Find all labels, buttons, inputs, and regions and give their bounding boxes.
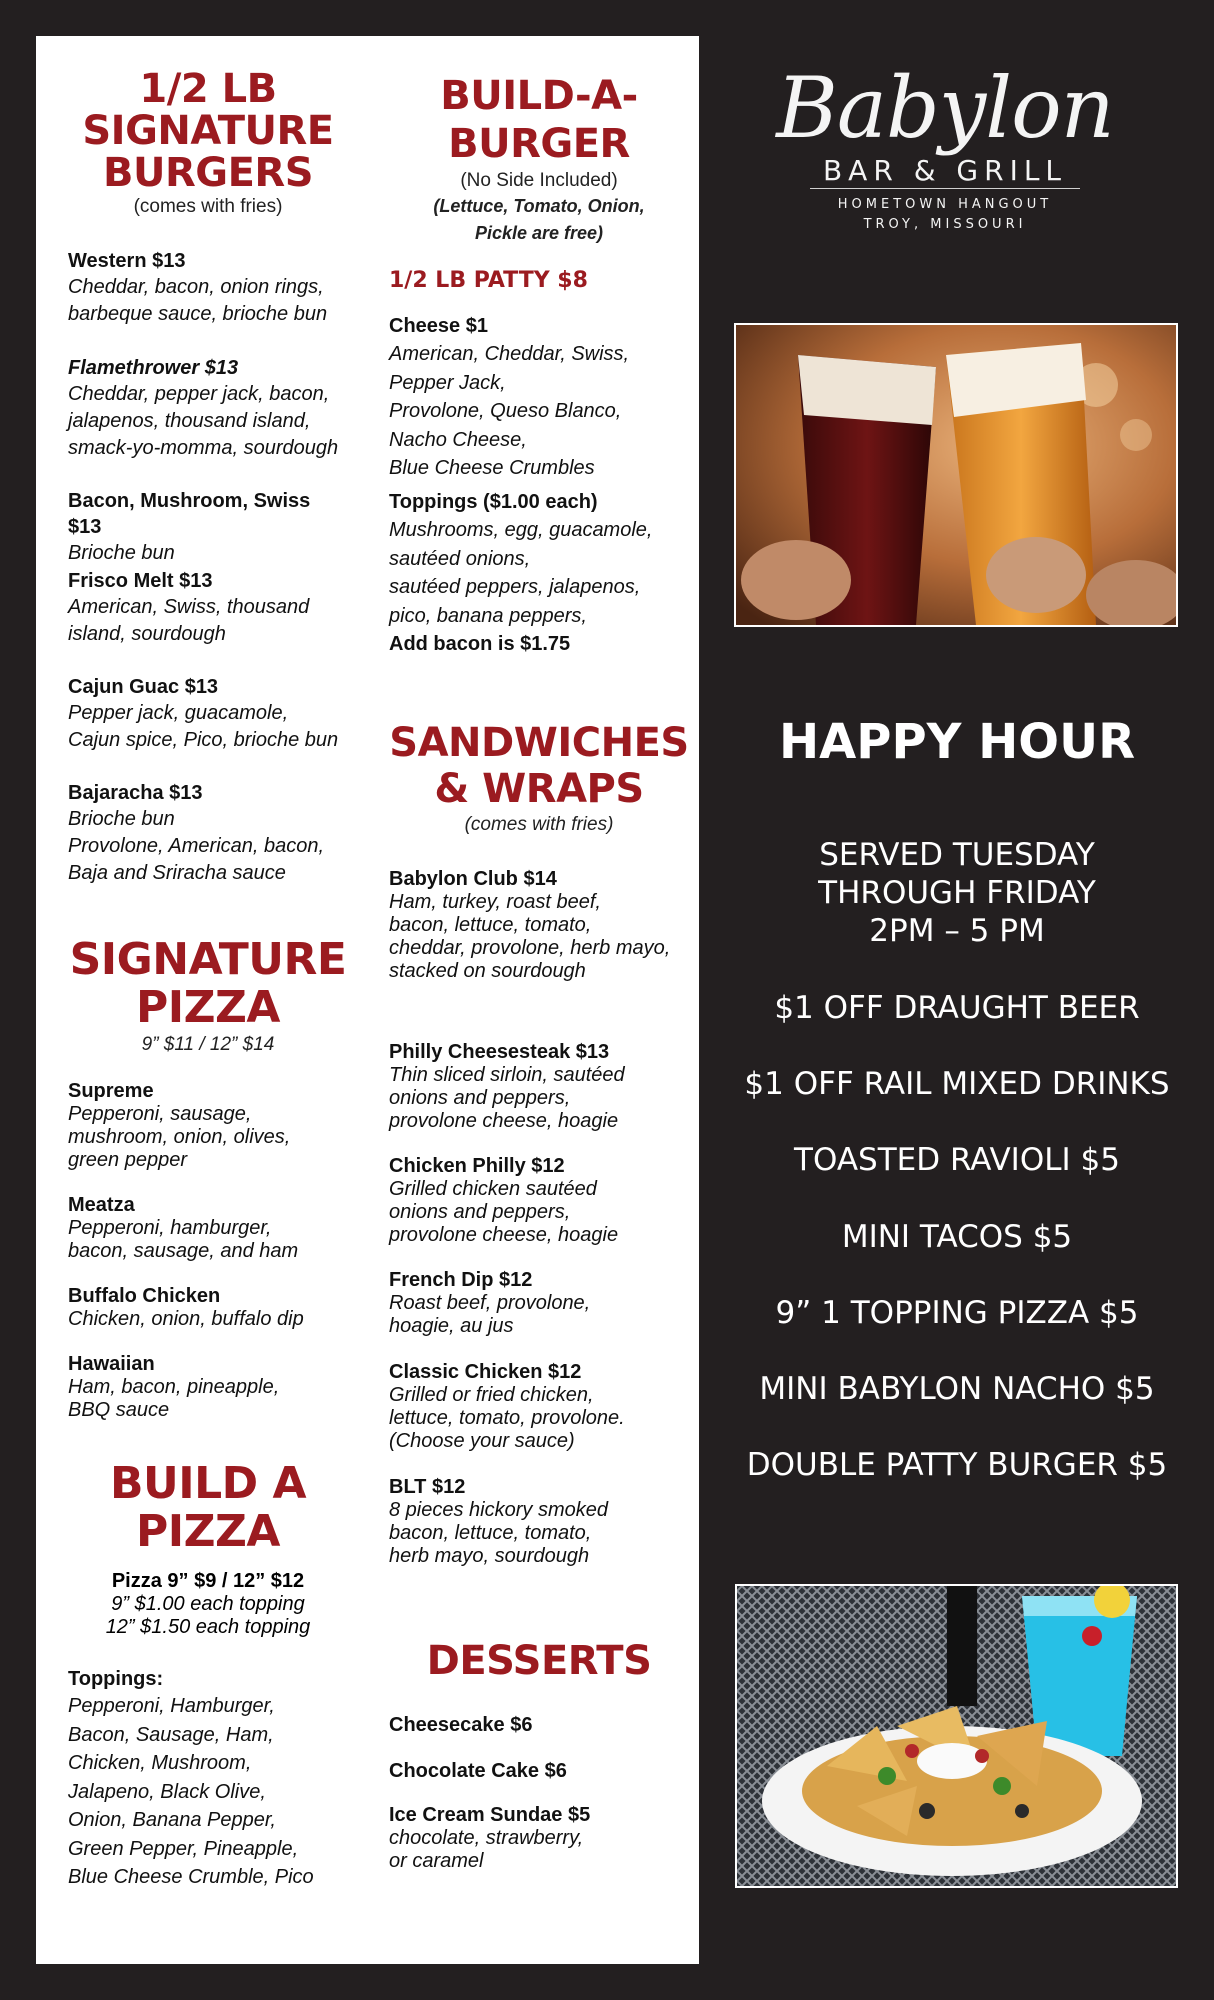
dessert-item-desc: or caramel — [389, 1850, 484, 1872]
sandwich-item-name: Chicken Philly $12 — [389, 1155, 565, 1177]
build-burger-title — [389, 72, 689, 168]
pizza-item — [68, 1285, 304, 1331]
burger-item-desc: Cheddar, bacon, onion rings, — [68, 276, 324, 298]
pizza-item-desc: Pepperoni, hamburger, — [68, 1217, 272, 1239]
dessert-item-name: Chocolate Cake $6 — [389, 1760, 567, 1782]
pizza-item-name: Meatza — [68, 1194, 135, 1216]
burgers-title — [68, 68, 348, 194]
menu-panel — [36, 36, 699, 1964]
topping-line: Chicken, Mushroom, — [68, 1752, 252, 1774]
pizza-item-name: Buffalo Chicken — [68, 1285, 221, 1307]
dessert-item — [389, 1758, 567, 1784]
pizza-item-desc: mushroom, onion, olives, — [68, 1126, 291, 1148]
desserts-title: DESSERTS — [426, 1638, 652, 1684]
build-pizza-pricing — [68, 1570, 348, 1639]
topping-line: Bacon, Sausage, Ham, — [68, 1723, 274, 1746]
pizza-section — [68, 936, 348, 1057]
burger-item-name: Bacon, Mushroom, Swiss $13 — [68, 490, 311, 538]
pizza-item-desc: bacon, sausage, and ham — [68, 1240, 299, 1262]
sandwiches-title — [389, 720, 689, 812]
sandwich-item-desc: stacked on sourdough — [389, 960, 586, 982]
logo-tagline: HOMETOWN HANGOUT — [837, 197, 1053, 212]
build-pizza-price-note: 9” $1.00 each topping — [111, 1593, 305, 1615]
burgers-note: (comes with fries) — [133, 196, 283, 217]
build-pizza-title-line: PIZZA — [136, 1506, 280, 1557]
burger-item-name: Flamethrower $13 — [68, 357, 239, 379]
topping-line: Blue Cheese Crumble, Pico — [68, 1866, 314, 1888]
dessert-item-name: Cheesecake $6 — [389, 1714, 533, 1736]
burger-item-name: Frisco Melt $13 — [68, 570, 213, 592]
beer-toast-photo — [734, 323, 1178, 627]
pizza-item-desc: BBQ sauce — [68, 1399, 170, 1421]
sandwich-item-name: Classic Chicken $12 — [389, 1361, 582, 1383]
happy-hour-deal: MINI BABYLON NACHO $5 — [759, 1371, 1155, 1407]
burger-item-desc: Cheddar, pepper jack, bacon, — [68, 383, 330, 405]
burger-item — [68, 780, 324, 887]
burger-item-name: Western $13 — [68, 250, 186, 272]
burgers-title-line: 1/2 LB — [139, 66, 277, 112]
sandwich-item-desc: bacon, lettuce, tomato, — [389, 914, 592, 936]
burger-item — [68, 488, 348, 567]
build-burger-section — [389, 72, 689, 247]
logo-rule — [810, 188, 1080, 189]
burger-item-desc: jalapenos, thousand island, — [68, 410, 311, 432]
topping-line: Jalapeno, Black Olive, — [68, 1780, 266, 1803]
build-burger-free: Pickle are free) — [474, 223, 604, 243]
burger-item — [68, 248, 327, 328]
pizza-item — [68, 1194, 298, 1263]
sandwich-item-desc: 8 pieces hickory smoked — [389, 1499, 608, 1521]
build-pizza-section — [68, 1460, 348, 1639]
dessert-item-name: Ice Cream Sundae $5 — [389, 1804, 591, 1826]
logo-location: TROY, MISSOURI — [863, 217, 1027, 232]
sandwich-item — [389, 868, 670, 983]
pizza-item-name: Supreme — [68, 1080, 154, 1102]
sandwich-item-desc: onions and peppers, — [389, 1087, 571, 1109]
topping-line: Pepperoni, Hamburger, — [68, 1695, 275, 1717]
nachos-drink-photo — [735, 1584, 1178, 1888]
burger-item-desc: Pepper jack, guacamole, — [68, 702, 289, 724]
burgers-title-line: BURGERS — [102, 150, 314, 196]
build-pizza-title — [68, 1460, 348, 1556]
sandwich-item-name: French Dip $12 — [389, 1269, 533, 1291]
happy-hour-served: 2PM – 5 PM — [869, 913, 1045, 949]
burger-item-desc: barbeque sauce, brioche bun — [68, 303, 328, 325]
burger-item-desc: smack-yo-momma, sourdough — [68, 437, 339, 459]
pizza-title — [68, 936, 348, 1032]
burgers-title-line: SIGNATURE — [82, 108, 334, 154]
toppings-desc: sautéed peppers, jalapenos, — [389, 576, 641, 598]
burger-item — [68, 355, 338, 462]
burgers-section — [68, 68, 348, 219]
sandwiches-section — [389, 720, 689, 837]
happy-hour-deal: MINI TACOS $5 — [841, 1219, 1073, 1255]
sandwich-item-desc: Ham, turkey, roast beef, — [389, 891, 601, 913]
topping-line: Green Pepper, Pineapple, — [68, 1837, 299, 1860]
sandwich-item-desc: Grilled or fried chicken, — [389, 1384, 594, 1406]
burger-toppings — [389, 488, 652, 658]
pizza-item-desc: Chicken, onion, buffalo dip — [68, 1308, 304, 1330]
happy-hour-title: HAPPY HOUR — [778, 714, 1136, 770]
beer-toast-illustration — [736, 325, 1176, 625]
build-burger-title-line: BURGER — [448, 121, 630, 167]
sandwich-item-desc: provolone cheese, hoagie — [389, 1110, 619, 1132]
sandwich-item-name: Babylon Club $14 — [389, 868, 557, 890]
dessert-item — [389, 1712, 532, 1738]
cheese-desc: Pepper Jack, — [389, 371, 506, 394]
cheese-desc: American, Cheddar, Swiss, — [389, 343, 630, 365]
burger-item-desc: Cajun spice, Pico, brioche bun — [68, 729, 339, 751]
nachos-illustration — [737, 1586, 1176, 1886]
burger-item — [68, 568, 309, 648]
happy-hour-deal: 9” 1 TOPPING PIZZA $5 — [775, 1295, 1139, 1331]
burger-item-name: Bajaracha $13 — [68, 782, 203, 804]
pizza-item-desc: Pepperoni, sausage, — [68, 1103, 252, 1125]
build-pizza-price-note: 12” $1.50 each topping — [105, 1616, 311, 1638]
happy-hour-deal: $1 OFF RAIL MIXED DRINKS — [744, 1066, 1170, 1102]
sandwiches-title-line: & WRAPS — [434, 766, 644, 812]
build-burger-title-line: BUILD-A- — [440, 73, 638, 119]
sandwich-item-name: BLT $12 — [389, 1476, 466, 1498]
restaurant-logo — [735, 60, 1155, 260]
cheese-name: Cheese $1 — [389, 315, 488, 337]
sandwich-item — [389, 1476, 608, 1568]
burger-item — [68, 674, 338, 754]
build-pizza-price: Pizza 9” $9 / 12” $12 — [111, 1570, 305, 1592]
pizza-item-name: Hawaiian — [68, 1353, 155, 1375]
sandwiches-note: (comes with fries) — [464, 814, 614, 835]
logo-subtitle: BAR & GRILL — [822, 154, 1068, 187]
toppings-desc: sautéed onions, — [389, 547, 531, 570]
build-pizza-title-line: BUILD A — [109, 1458, 307, 1509]
sandwich-item-desc: provolone cheese, hoagie — [389, 1224, 619, 1246]
pizza-note: 9” $11 / 12” $14 — [141, 1034, 275, 1055]
sandwich-item — [389, 1269, 590, 1338]
build-pizza-toppings — [68, 1666, 314, 1892]
happy-hour-served: THROUGH FRIDAY — [818, 875, 1096, 911]
sandwich-item-desc: hoagie, au jus — [389, 1315, 514, 1337]
topping-line: Onion, Banana Pepper, — [68, 1809, 276, 1831]
sandwich-item-desc: lettuce, tomato, provolone. — [389, 1407, 625, 1429]
happy-hour-deal: $1 OFF DRAUGHT BEER — [774, 990, 1140, 1026]
sandwich-item-desc: bacon, lettuce, tomato, — [389, 1522, 592, 1544]
sandwich-item-desc: Thin sliced sirloin, sautéed — [389, 1064, 625, 1086]
logo-name: Babylon — [776, 59, 1114, 157]
happy-hour-served: SERVED TUESDAY — [819, 837, 1095, 873]
cheese-options — [389, 312, 629, 483]
pizza-item-desc: Ham, bacon, pineapple, — [68, 1376, 280, 1398]
sandwich-item-desc: Grilled chicken sautéed — [389, 1178, 597, 1200]
pizza-item-desc: green pepper — [68, 1149, 187, 1171]
burger-item-desc: Baja and Sriracha sauce — [68, 862, 286, 884]
pizza-item — [68, 1353, 279, 1422]
sandwich-item-desc: herb mayo, sourdough — [389, 1545, 590, 1567]
add-bacon: Add bacon is $1.75 — [389, 633, 571, 655]
patty-price: 1/2 LB PATTY $8 — [389, 268, 588, 293]
dessert-item — [389, 1804, 590, 1873]
sandwich-item-desc: Roast beef, provolone, — [389, 1292, 591, 1314]
sandwich-item-name: Philly Cheesesteak $13 — [389, 1041, 610, 1063]
happy-hour-deal: DOUBLE PATTY BURGER $5 — [746, 1447, 1168, 1483]
cheese-desc: Provolone, Queso Blanco, — [389, 400, 622, 422]
dessert-item-desc: chocolate, strawberry, — [389, 1827, 584, 1849]
burger-item-name: Cajun Guac $13 — [68, 676, 219, 698]
burger-item-desc: Brioche bun — [68, 542, 175, 564]
sandwich-item — [389, 1041, 625, 1133]
happy-hour-deal: TOASTED RAVIOLI $5 — [794, 1142, 1120, 1178]
burger-item-desc: island, sourdough — [68, 623, 226, 645]
sandwiches-title-line: SANDWICHES — [389, 720, 689, 766]
pizza-item — [68, 1080, 290, 1172]
sandwich-item — [389, 1155, 618, 1247]
sandwich-item-desc: cheddar, provolone, herb mayo, — [389, 937, 671, 959]
pizza-title-line: SIGNATURE — [69, 934, 347, 985]
build-burger-free: (Lettuce, Tomato, Onion, — [433, 196, 645, 216]
pizza-title-line: PIZZA — [136, 982, 280, 1033]
build-burger-note: (No Side Included) — [460, 170, 618, 191]
sandwich-item-desc: (Choose your sauce) — [389, 1430, 575, 1452]
sandwich-item-desc: onions and peppers, — [389, 1201, 571, 1223]
cheese-desc: Nacho Cheese, — [389, 428, 527, 451]
cheese-desc: Blue Cheese Crumbles — [389, 457, 595, 479]
burger-item-desc: Provolone, American, bacon, — [68, 835, 325, 857]
burger-item-desc: Brioche bun — [68, 808, 175, 830]
burger-item-desc: American, Swiss, thousand — [68, 596, 310, 618]
toppings-desc: pico, banana peppers, — [389, 604, 587, 627]
sandwich-item — [389, 1361, 625, 1453]
toppings-name: Toppings ($1.00 each) — [389, 491, 598, 513]
toppings-desc: Mushrooms, egg, guacamole, — [389, 519, 653, 541]
toppings-label: Toppings: — [68, 1668, 164, 1690]
